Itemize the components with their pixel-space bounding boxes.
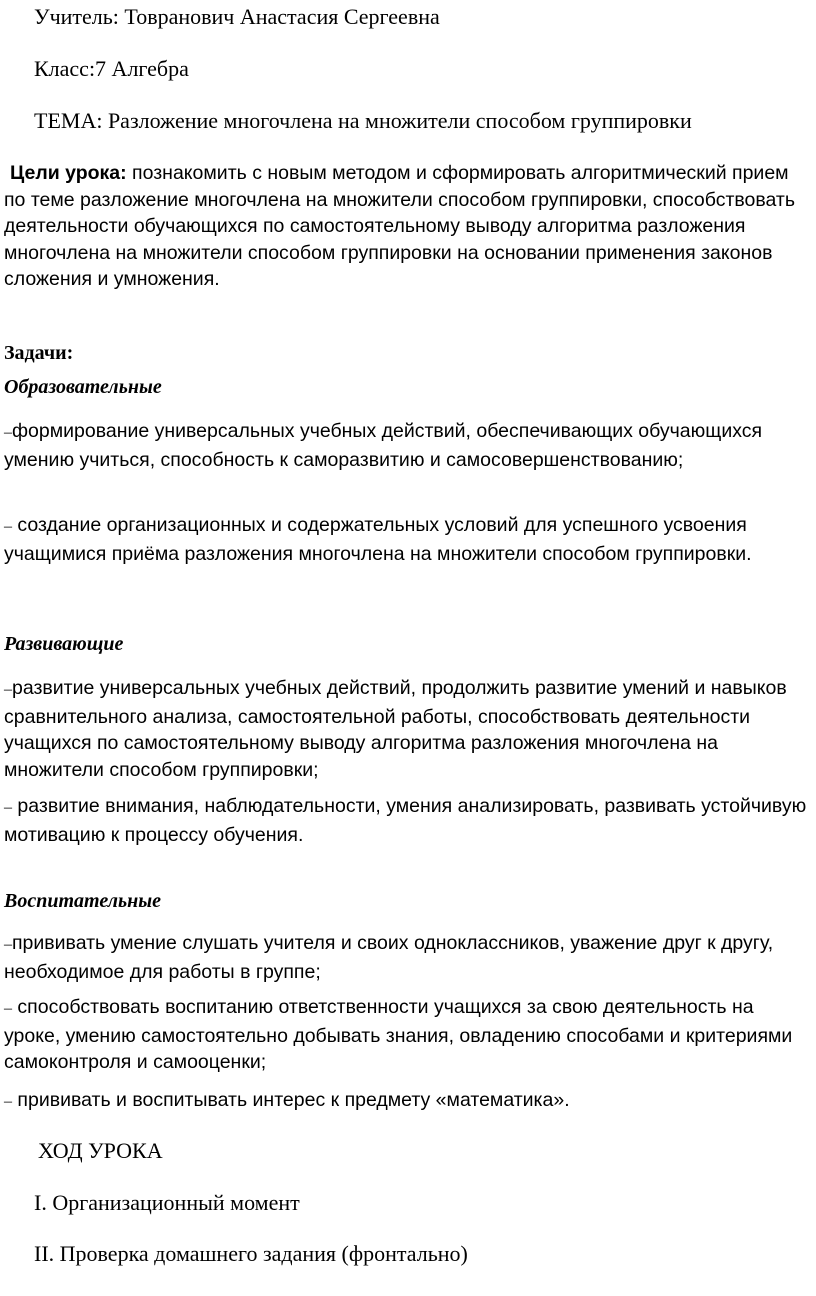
goals-text: познакомить с новым методом и сформировать алгоритмический прием по теме разложение многочлена на множители способом группировки, способствовать деятельности обучающихся по самостоятельному выводу алгоритма разложения многочлена на множители способом группировки на основании применения законов сложения и умножения.: [4, 162, 796, 290]
dash-bullet: –: [4, 518, 12, 535]
list-item: [4, 1087, 812, 1116]
dash-bullet: –: [4, 1093, 12, 1110]
list-item: [4, 418, 812, 473]
class-line: Класс:7 Алгебра: [34, 56, 189, 81]
tasks-heading: Задачи:: [4, 342, 74, 364]
list-item: [4, 512, 812, 567]
lesson-step: II. Проверка домашнего задания (фронтально): [34, 1241, 468, 1266]
teacher-line: Учитель: Товранович Анастасия Сергеевна: [34, 4, 440, 29]
list-item: [4, 793, 812, 848]
dash-bullet: –: [4, 936, 12, 953]
goals-label: Цели урока:: [10, 162, 127, 184]
dash-bullet: –: [4, 681, 12, 698]
developmental-heading: Развивающие: [4, 633, 124, 655]
lesson-goals: [4, 160, 812, 293]
list-item-text: развитие внимания, наблюдательности, умения анализировать, развивать устойчивую мотивацию к процессу обучения.: [4, 795, 807, 846]
list-item: [4, 675, 812, 783]
list-item-text: создание организационных и содержательных условий для успешного усвоения учащимися приёма разложения многочлена на множители способом группировки.: [4, 514, 752, 565]
list-item-text: формирование универсальных учебных действий, обеспечивающих обучающихся умению учиться, способность к саморазвитию и самосовершенствованию;: [4, 420, 763, 471]
list-item-text: прививать и воспитывать интерес к предмету «математика».: [12, 1089, 570, 1111]
dash-bullet: –: [4, 1000, 12, 1017]
topic-line: ТЕМА: Разложение многочлена на множители способом группировки: [34, 108, 692, 133]
list-item-text: развитие универсальных учебных действий, продолжить развитие умений и навыков сравнительного анализа, самостоятельной работы, способствовать деятельности учащихся по самостоятельному выводу алгоритма разложения многочлена на множители способом группировки;: [4, 677, 787, 781]
upbringing-heading: Воспитательные: [4, 890, 161, 912]
dash-bullet: –: [4, 799, 12, 816]
lesson-step: I. Организационный момент: [34, 1190, 300, 1215]
list-item: [4, 930, 812, 985]
list-item-text: способствовать воспитанию ответственности учащихся за свою деятельность на уроке, умению самостоятельно добывать знания, овладению способами и критериями самоконтроля и самооценки;: [4, 996, 793, 1073]
lesson-heading: ХОД УРОКА: [38, 1138, 163, 1163]
educational-heading: Образовательные: [4, 376, 162, 398]
dash-bullet: –: [4, 424, 12, 441]
list-item: [4, 994, 812, 1076]
list-item-text: прививать умение слушать учителя и своих одноклассников, уважение друг к другу, необходимое для работы в группе;: [4, 932, 774, 983]
